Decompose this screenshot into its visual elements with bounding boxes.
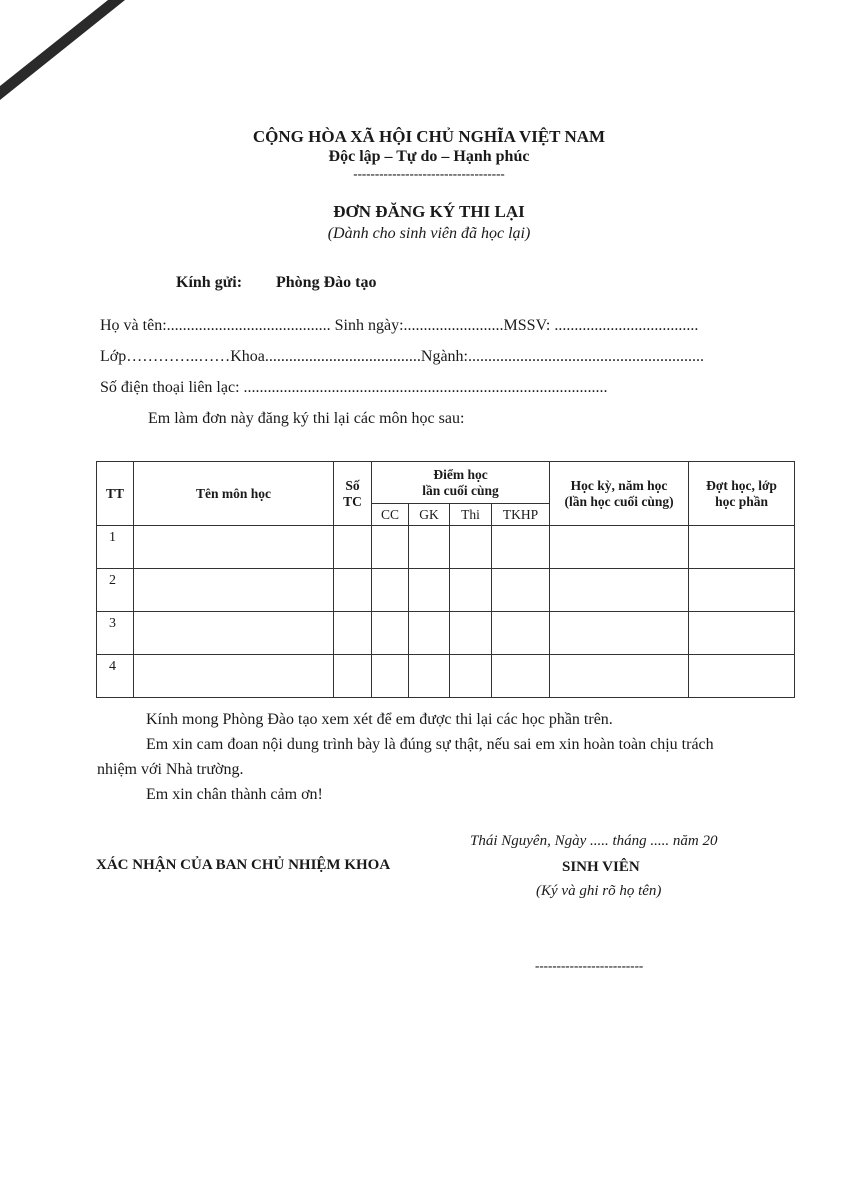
header-score-line2: lần cuối cùng [422, 482, 499, 498]
faculty-confirmation: XÁC NHẬN CỦA BAN CHỦ NHIỆM KHOA [96, 857, 391, 873]
credits-cell[interactable] [334, 655, 372, 698]
header-batch-line2: học phần [715, 493, 768, 509]
subject-cell[interactable] [134, 612, 334, 655]
body-paragraph-1: Kính mong Phòng Đào tạo xem xét để em được thi lại các học phần trên. [146, 711, 613, 728]
header-score-line1: Điểm học [433, 466, 488, 482]
row-number: 2 [97, 569, 134, 612]
row-number: 4 [97, 655, 134, 698]
motto: Độc lập – Tự do – Hạnh phúc [328, 148, 530, 165]
motto-rule: ----------------------------------- [353, 166, 505, 181]
intro-text: Em làm đơn này đăng ký thi lại các môn học sau: [148, 410, 465, 427]
thi-cell[interactable] [450, 569, 492, 612]
subject-cell[interactable] [134, 655, 334, 698]
header-tt: TT [97, 462, 134, 526]
term-cell[interactable] [550, 569, 689, 612]
credits-cell[interactable] [334, 569, 372, 612]
tkhp-cell[interactable] [492, 612, 550, 655]
tkhp-cell[interactable] [492, 655, 550, 698]
field-line-class[interactable]: Lớp…………..……Khoa.......................................Ngành:........................................................... [100, 348, 704, 365]
subject-cell[interactable] [134, 569, 334, 612]
tkhp-cell[interactable] [492, 526, 550, 569]
field-line-name[interactable]: Họ và tên:......................................... Sinh ngày:.........................MSSV: .................................... [100, 317, 699, 334]
field-line-phone[interactable]: Số điện thoại liên lạc: ........................................................................................... [100, 379, 608, 396]
term-cell[interactable] [550, 526, 689, 569]
scan-corner-fold-inner [0, 0, 108, 86]
tkhp-cell[interactable] [492, 569, 550, 612]
header-credits-line2: TC [343, 493, 362, 509]
republic-heading: CỘNG HÒA XÃ HỘI CHỦ NGHĨA VIỆT NAM [252, 127, 606, 146]
header-credits-line1: Số [345, 477, 360, 493]
gk-cell[interactable] [409, 612, 450, 655]
header-term-line2: (lần học cuối cùng) [564, 493, 674, 509]
thi-cell[interactable] [450, 526, 492, 569]
batch-cell[interactable] [689, 526, 795, 569]
thi-cell[interactable] [450, 612, 492, 655]
header-score-cc: CC [372, 504, 409, 526]
subject-cell[interactable] [134, 526, 334, 569]
cc-cell[interactable] [372, 612, 409, 655]
header-score-gk: GK [409, 504, 450, 526]
batch-cell[interactable] [689, 569, 795, 612]
header-score-tkhp: TKHP [492, 504, 550, 526]
row-number: 1 [97, 526, 134, 569]
row-number: 3 [97, 612, 134, 655]
header-score-thi: Thi [450, 504, 492, 526]
body-paragraph-2b: nhiệm với Nhà trường. [97, 761, 244, 778]
recipient: Phòng Đào tạo [276, 274, 377, 291]
gk-cell[interactable] [409, 526, 450, 569]
student-signature-title: SINH VIÊN [562, 859, 640, 875]
header-subject: Tên môn học [134, 462, 334, 526]
header-term [550, 462, 689, 526]
thi-cell[interactable] [450, 655, 492, 698]
cc-cell[interactable] [372, 655, 409, 698]
header-batch [689, 462, 795, 526]
batch-cell[interactable] [689, 612, 795, 655]
form-subtitle: (Dành cho sinh viên đã học lại) [327, 225, 531, 242]
table-row [97, 569, 795, 612]
cc-cell[interactable] [372, 569, 409, 612]
gk-cell[interactable] [409, 569, 450, 612]
header-credits [334, 462, 372, 526]
student-signature-note: (Ký và ghi rõ họ tên) [536, 883, 662, 899]
table-row [97, 655, 795, 698]
header-batch-line1: Đợt học, lớp [706, 477, 777, 493]
gk-cell[interactable] [409, 655, 450, 698]
header-term-line1: Học kỳ, năm học [570, 477, 668, 493]
form-title: ĐƠN ĐĂNG KÝ THI LẠI [333, 202, 525, 221]
batch-cell[interactable] [689, 655, 795, 698]
body-paragraph-3: Em xin chân thành cảm ơn! [146, 786, 323, 803]
body-paragraph-2a: Em xin cam đoan nội dung trình bày là đúng sự thật, nếu sai em xin hoàn toàn chịu trách [146, 736, 714, 753]
table-row [97, 526, 795, 569]
header-score-group [372, 462, 550, 504]
term-cell[interactable] [550, 655, 689, 698]
credits-cell[interactable] [334, 526, 372, 569]
term-cell[interactable] [550, 612, 689, 655]
exam-registration-table [96, 461, 795, 698]
cc-cell[interactable] [372, 526, 409, 569]
recipient-label: Kính gửi: [176, 274, 243, 291]
signature-line[interactable]: ------------------------- [535, 958, 644, 973]
credits-cell[interactable] [334, 612, 372, 655]
table-row [97, 612, 795, 655]
date-line: Thái Nguyên, Ngày ..... tháng ..... năm 20 [470, 833, 718, 849]
